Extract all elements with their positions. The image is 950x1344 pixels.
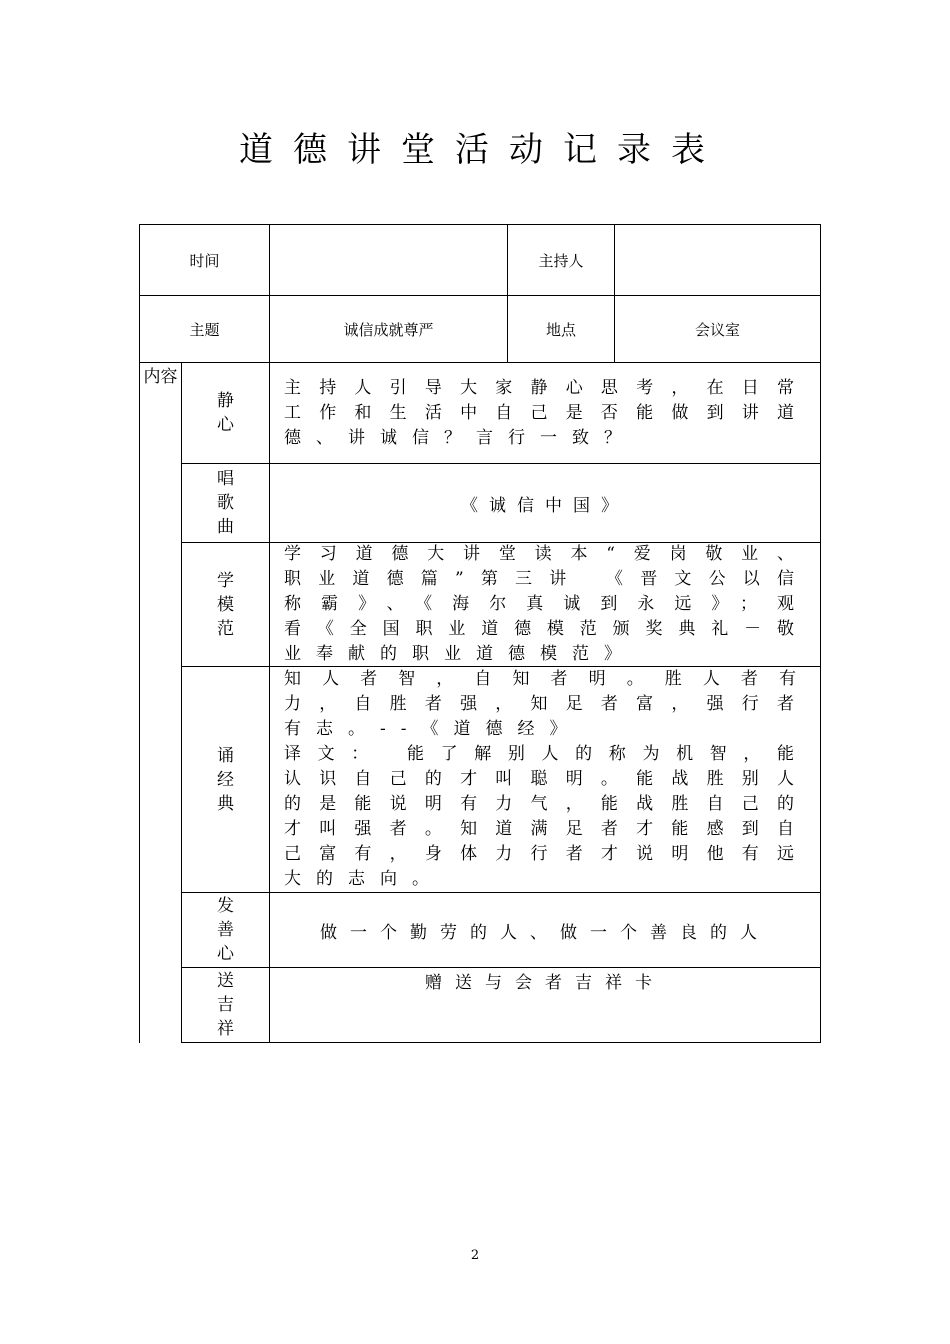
text-line: 己富有，身体力行者才说明他有远 bbox=[284, 844, 796, 864]
text-line: 主持人引导大家静心思考，在日常 bbox=[284, 378, 796, 398]
text-line: 力，自胜者强，知足者富，强行者 bbox=[284, 694, 796, 714]
text-line: 称霸》、《海尔真诚到永远》；观 bbox=[284, 594, 796, 614]
topic-value: 诚信成就尊严 bbox=[343, 320, 434, 339]
section-body-songjingdian bbox=[284, 667, 796, 892]
section-label-songjingdian: 诵经典 bbox=[217, 745, 234, 814]
topic-label: 主题 bbox=[189, 320, 220, 339]
text-line: 工作和生活中自己是否能做到讲道 bbox=[284, 403, 796, 423]
section-body-jingxin bbox=[284, 376, 796, 451]
text-line: 认识自己的才叫聪明。能战胜别人 bbox=[284, 769, 796, 789]
text-line: 才叫强者。知道满足者才能感到自 bbox=[284, 819, 796, 839]
section-label-jingxin: 静心 bbox=[217, 391, 234, 435]
text-line: 学习道德大讲堂读本“爱岗敬业、 bbox=[284, 544, 796, 564]
time-value bbox=[270, 225, 507, 295]
gift-text: 赠送与会者吉祥卡 bbox=[425, 973, 665, 993]
text-line: 的是能说明有力气，能战胜自己的 bbox=[284, 794, 796, 814]
section-body-xuemofan bbox=[284, 542, 796, 667]
text-line: 德、讲诚信？言行一致？ bbox=[284, 428, 636, 448]
section-label-changgequ: 唱歌曲 bbox=[217, 469, 234, 537]
host-label: 主持人 bbox=[538, 251, 584, 270]
song-title: 《诚信中国》 bbox=[461, 496, 629, 516]
time-label: 时间 bbox=[189, 251, 220, 270]
section-label-xuemofan: 学模范 bbox=[217, 570, 234, 639]
text-line: 知 人 者 智 ， 自 知 者 明 。 胜 人 者 有 bbox=[284, 669, 796, 689]
text-line: 译文： 能了解别人的称为机智，能 bbox=[284, 744, 796, 764]
pledge-text: 做一个勤劳的人、做一个善良的人 bbox=[320, 923, 770, 943]
place-value: 会议室 bbox=[694, 320, 740, 339]
content-label: 内容 bbox=[143, 367, 178, 387]
text-line: 大的志向。 bbox=[284, 869, 444, 889]
page-number: 2 bbox=[470, 1248, 480, 1263]
text-line: 看《全国职业道德模范颁奖典礼－敬 bbox=[284, 619, 796, 639]
host-value bbox=[615, 225, 820, 295]
section-label-fashanxin: 发善心 bbox=[217, 896, 234, 964]
page-title: 道德讲堂活动记录表 bbox=[239, 130, 725, 170]
section-label-songjixiang: 送吉祥 bbox=[217, 971, 234, 1039]
text-line: 业奉献的职业道德模范》 bbox=[284, 644, 636, 664]
text-line: 有志。--《道德经》 bbox=[284, 719, 582, 739]
text-line: 职业道德篇”第三讲 《晋文公以信 bbox=[284, 569, 796, 589]
place-label: 地点 bbox=[545, 320, 576, 339]
